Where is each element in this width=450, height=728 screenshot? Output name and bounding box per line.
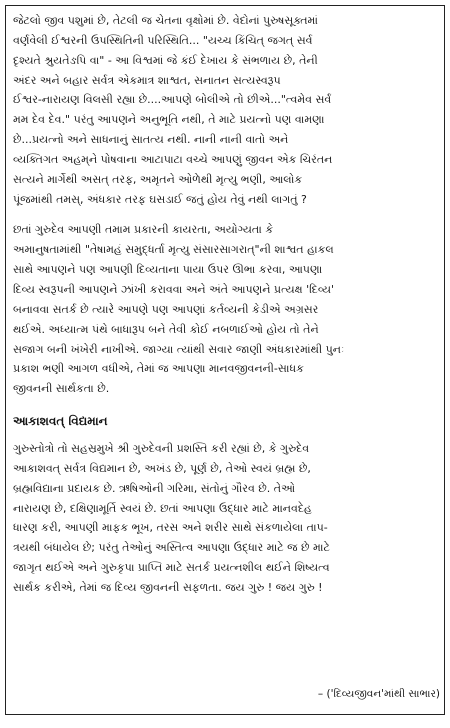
text-line: સાર્થક કરીએ, તેમાં જ દિવ્ય જીવનની સફળતા. જય ગુરુ ! જય ગુરુ ! <box>13 580 323 594</box>
text-line: સજાગ બની ખંખેરી નાખીએ. જાગ્યા ત્યાંથી સવાર જાણી અંધકારમાંથી પુનઃ <box>13 342 345 356</box>
text-line: છતાં ગુરુદેવ આપણી તમામ પ્રકારની કાયરતા, અયોગ્યતા કે <box>13 223 274 237</box>
paragraph-1 <box>13 11 437 209</box>
text-line: દિવ્ય સ્વરૂપની આપણને ઝાંખી કરાવવા અને અંતે આપણને પ્રત્યક્ષ 'દિવ્ય' <box>13 282 335 296</box>
section-heading: આકાશવત્ વિદ્યમાન <box>13 414 108 429</box>
text-line: પૂંજમાંથી તમસ્, અંધકાર તરફ ઘસડાઈ જતું હોય તેવું નથી લાગતું ? <box>13 192 307 206</box>
text-line: સાથે આપણને પણ આપણી દિવ્યતાના પાયા ઉપર ઊભા કરવા, આપણા <box>13 263 323 277</box>
paragraph-gap <box>13 399 437 411</box>
paragraph-2 <box>13 220 437 399</box>
text-line: ત્રયથી બંધાયેલ છે; પરંતુ તેઓનું અસ્તિત્વ આપણા ઉદ્ધાર માટે જ છે માટે <box>13 541 330 555</box>
text-line: જીવનની સાર્થકતા છે. <box>13 382 110 396</box>
paragraph-3 <box>13 439 437 598</box>
text-line: બ્રહ્મવિદ્યાના પ્રદાયક છે. ઋષિઓની ગરિમા, સંતોનું ગૌરવ છે. તેઓ <box>13 481 296 495</box>
text-line: સત્યને માર્ગેથી અસત્ તરફ, અમૃતને ઓળેથી મૃત્યુ ભણી, આલોક <box>13 172 303 186</box>
text-line: ગુરુસ્તોત્રો તો સહસ્રમુખે શ્રી ગુરુદેવની પ્રશસ્તિ કરી રહ્યાં છે, કે ગુરુદેવ <box>13 442 310 456</box>
paragraph-gap <box>13 209 437 220</box>
text-line: મમ દેવ દેવ." પરંતુ આપણને અનુભૂતિ નથી, તે માટે પ્રયત્નો પણ વામણા <box>13 113 325 127</box>
text-line: અંદર અને બહાર સર્વત્ર એકમાત્ર શાશ્વત, સનાતન સત્યસ્વરૂપ <box>13 73 281 87</box>
text-line: ઈશ્વર-નારાયણ વિલસી રહ્યા છે....આપણે બોલીએ તો છીએ..."ત્વમેવ સર્વં <box>13 93 332 107</box>
text-line: પ્રકાશ ભણી આગળ વધીએ, તેમાં જ આપણા માનવજીવનની-સાધક <box>13 362 304 376</box>
text-line: વર્ણવેલી ઈશ્વરની ઉપસ્થિતિની પરિસ્થિતિ... "યચ્ચ કિંચિત્ જગત્ સર્વ <box>13 33 313 47</box>
text-line: અમાનુષતામાંથી "તેષામહં સમુદ્ધર્તા મૃત્યુ સંસારસાગરાત્"ની શાશ્વત હાકલ <box>13 243 334 257</box>
text-line: જાગૃત થઈએ અને ગુરુકૃપા પ્રાપ્તિ માટે સતર્ક પ્રયત્નશીલ થઈને શિષ્યત્વ <box>13 561 330 575</box>
text-line: નારાયણ છે, દક્ષિણામૂર્તિ સ્વયં છે. છતાં આપણા ઉદ્ધાર માટે માનવદેહ <box>13 501 312 515</box>
source-credit: – ('દિવ્યજીવન'માંથી સાભાર) <box>317 688 440 700</box>
text-line: છે...પ્રયત્નો અને સાધનાનું સાતત્ય નથી. નાની નાની વાતો અને <box>13 133 289 147</box>
text-line: આકાશવત્ સર્વત્ર વિદ્યમાન છે, અખંડ છે, પૂર્ણ છે, તેઓ સ્વયં બ્રહ્મ છે, <box>13 461 311 475</box>
text-line: દૃશ્યતે શ્રુયતેઙપિ વા" - આ વિશ્વમાં જે કંઈ દેખાય કે સંભળાય છે, તેની <box>13 53 318 67</box>
text-line: બનાવવા સતર્ક છે ત્યારે આપણે પણ આપણાં કર્તવ્યની કેડીએ અગ્રસર <box>13 302 319 316</box>
text-line: જેટલો જીવ પશુમાં છે, તેટલી જ ચેતના વૃક્ષોમાં છે. વેદોનાં પુરુષસૂક્તમાં <box>13 14 319 27</box>
article-body <box>13 11 437 598</box>
paragraph-gap <box>13 431 437 439</box>
text-line: ધારણ કરી, આપણી માફક ભૂખ, તરસ અને શરીર સાથે સંકળાયેલા તાપ- <box>13 521 328 535</box>
text-line: વ્યક્તિગત અહમ્‌ને પોષવાના આટાપાટા વચ્ચે આપણું જીવન એક ચિરંતન <box>13 152 333 166</box>
text-line: થઈએ. અધ્યાત્મ પંથે બાધારૂપ બને તેવી કોઈ નબળાઈઓ હોય તો તેને <box>13 322 319 336</box>
